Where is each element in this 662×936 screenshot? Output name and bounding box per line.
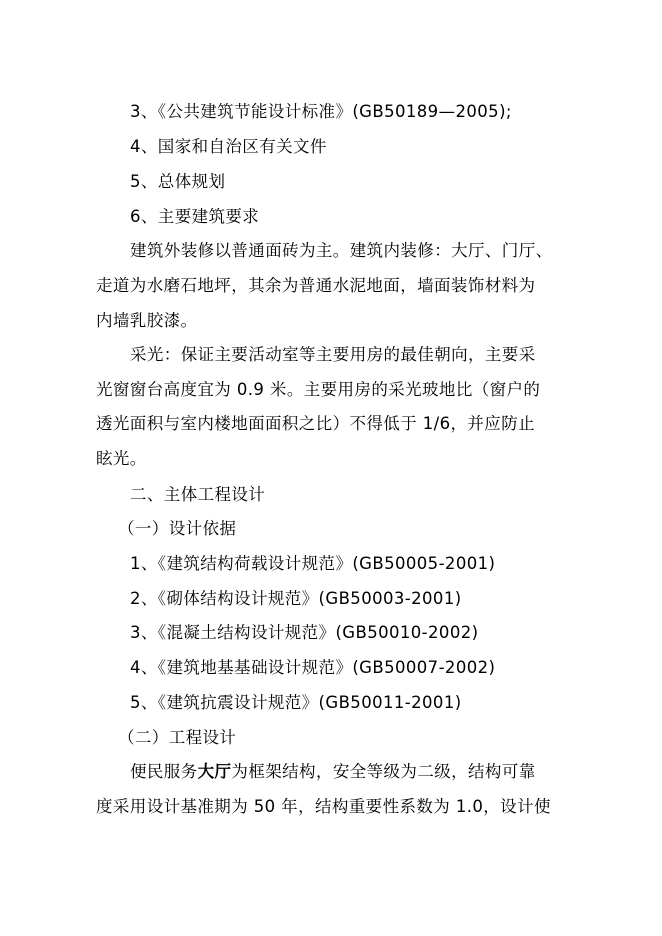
text-line: 走道为水磨石地坪，其余为普通水泥地面，墙面装饰材料为 — [96, 276, 536, 295]
text-line: 内墙乳胶漆。 — [96, 311, 198, 330]
bold-text-span: 大厅 — [197, 762, 232, 781]
text-line: 建筑外装修以普通面砖为主。建筑内装修：大厅、门厅、 — [130, 241, 553, 260]
subsection-heading: （二）工程设计 — [118, 728, 237, 747]
text-line: 度采用设计基准期为 50 年，结构重要性系数为 1.0，设计使 — [96, 797, 551, 816]
section-heading: 二、主体工程设计 — [130, 485, 266, 504]
subsection-heading: （一）设计依据 — [118, 519, 237, 538]
text-line — [130, 762, 610, 782]
list-item: 2、《砌体结构设计规范》(GB50003-2001) — [130, 589, 462, 608]
text-line: 采光：保证主要活动室等主要用房的最佳朝向，主要采 — [130, 345, 536, 364]
list-item: 1、《建筑结构荷载设计规范》(GB50005-2001) — [130, 554, 496, 573]
text-line: 6、主要建筑要求 — [130, 207, 260, 226]
text-line: 透光面积与室内楼地面面积之比）不得低于 1/6，并应防止 — [96, 414, 535, 433]
list-item: 3、《混凝土结构设计规范》(GB50010-2002) — [130, 623, 479, 642]
text-line: 眩光。 — [96, 449, 147, 468]
list-item: 4、《建筑地基基础设计规范》(GB50007-2002) — [130, 658, 496, 677]
text-line: 5、总体规划 — [130, 172, 226, 191]
text-line: 光窗窗台高度宜为 0.9 米。主要用房的采光玻地比（窗户的 — [96, 380, 541, 399]
text-span: 便民服务 — [130, 762, 198, 781]
text-line: 4、国家和自治区有关文件 — [130, 137, 327, 156]
text-line: 3、《公共建筑节能设计标准》(GB50189—2005); — [130, 102, 512, 121]
text-span: 为框架结构，安全等级为二级，结构可靠 — [231, 762, 536, 781]
list-item: 5、《建筑抗震设计规范》(GB50011-2001) — [130, 693, 462, 712]
